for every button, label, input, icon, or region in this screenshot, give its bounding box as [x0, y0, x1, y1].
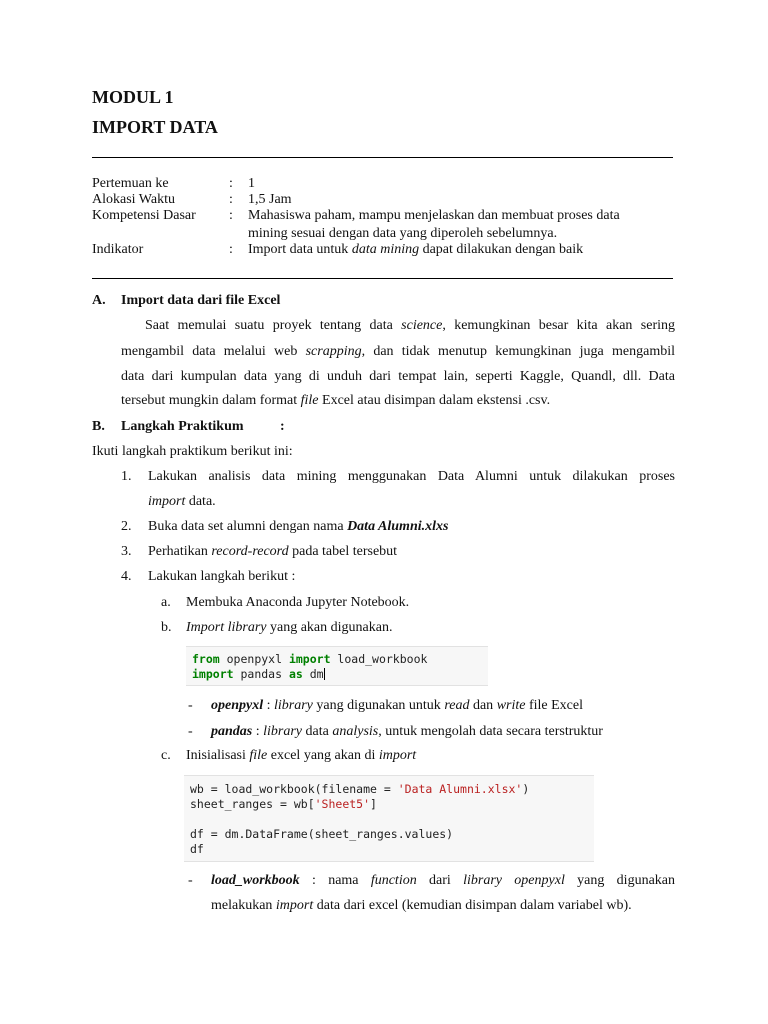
bullet-load-workbook-cont: melakukan import data dari excel (kemudian disimpan dalam variabel wb). [211, 898, 632, 913]
step-1-text: Lakukan analisis data mining menggunakan Data Alumni untuk dilakukan proses [148, 469, 675, 484]
time-value: 1,5 Jam [248, 192, 292, 207]
step-1-text-cont: import data. [148, 494, 216, 509]
code-line: df [190, 842, 204, 856]
substep-letter: c. [161, 748, 171, 763]
colon: : [229, 176, 233, 191]
code-line: df = dm.DataFrame(sheet_ranges.values) [190, 827, 454, 841]
code-line: import pandas as dm [192, 667, 324, 681]
indicator-label: Indikator [92, 242, 144, 257]
code-line: sheet_ranges = wb['Sheet5'] [190, 797, 377, 811]
step-number: 4. [121, 569, 132, 584]
colon: : [229, 242, 233, 257]
section-a-letter: A. [92, 293, 106, 308]
bullet-pandas: pandas : library data analysis, untuk mengolah data secara terstruktur [211, 724, 603, 739]
substep-letter: b. [161, 620, 172, 635]
substep-letter: a. [161, 595, 171, 610]
steps-intro: Ikuti langkah praktikum berikut ini: [92, 444, 293, 459]
step-4-text: Lakukan langkah berikut : [148, 569, 296, 584]
code-line: from openpyxl import load_workbook [192, 652, 428, 666]
indicator-value: Import data untuk data mining dapat dilakukan dengan baik [248, 242, 584, 257]
code-block-imports [186, 646, 488, 686]
code-block-load [184, 775, 594, 862]
paragraph-line: Saat memulai suatu proyek tentang data science, kemungkinan besar kita akan sering [145, 318, 675, 333]
divider-top [92, 157, 673, 158]
module-number: MODUL 1 [92, 87, 174, 107]
module-title: IMPORT DATA [92, 117, 218, 137]
code-line: wb = load_workbook(filename = 'Data Alumni.xlsx') [190, 782, 530, 796]
bullet-dash: - [188, 698, 193, 713]
colon: : [229, 208, 233, 223]
bullet-openpyxl: openpyxl : library yang digunakan untuk read dan write file Excel [211, 698, 583, 713]
substep-b-text: Import library yang akan digunakan. [186, 620, 393, 635]
step-number: 1. [121, 469, 132, 484]
colon: : [229, 192, 233, 207]
meeting-value: 1 [248, 176, 255, 191]
step-number: 3. [121, 544, 132, 559]
paragraph-line: tersebut mungkin dalam format file Excel atau disimpan dalam ekstensi .csv. [121, 393, 551, 408]
bullet-load-workbook: load_workbook : nama function dari library openpyxl yang digunakan [211, 873, 675, 888]
bullet-dash: - [188, 724, 193, 739]
step-number: 2. [121, 519, 132, 534]
text-cursor [324, 668, 325, 680]
step-2-text: Buka data set alumni dengan nama Data Alumni.xlxs [148, 519, 449, 534]
section-a-title: Import data dari file Excel [121, 293, 281, 308]
meeting-label: Pertemuan ke [92, 176, 169, 191]
divider-bottom [92, 278, 673, 279]
competency-label: Kompetensi Dasar [92, 208, 196, 223]
competency-line-2: mining sesuai dengan data yang diperoleh sebelumnya. [248, 226, 558, 241]
section-b-colon: : [280, 419, 285, 434]
time-label: Alokasi Waktu [92, 192, 175, 207]
paragraph-line: mengambil data melalui web scrapping, dan tidak menutup kemungkinan juga mengambil [121, 344, 676, 359]
bullet-dash: - [188, 873, 193, 888]
competency-line-1: Mahasiswa paham, mampu menjelaskan dan membuat proses data [248, 208, 620, 223]
step-3-text: Perhatikan record-record pada tabel tersebut [148, 544, 398, 559]
section-b-letter: B. [92, 419, 105, 434]
substep-a-text: Membuka Anaconda Jupyter Notebook. [186, 595, 410, 610]
section-b-title: Langkah Praktikum [121, 419, 244, 434]
paragraph-line: data dari kumpulan data yang di unduh dari tempat lain, seperti Kaggle, Quandl, dll. Data [121, 369, 675, 384]
code-blank-line [190, 812, 594, 827]
substep-c-text: Inisialisasi file excel yang akan di import [186, 748, 417, 763]
